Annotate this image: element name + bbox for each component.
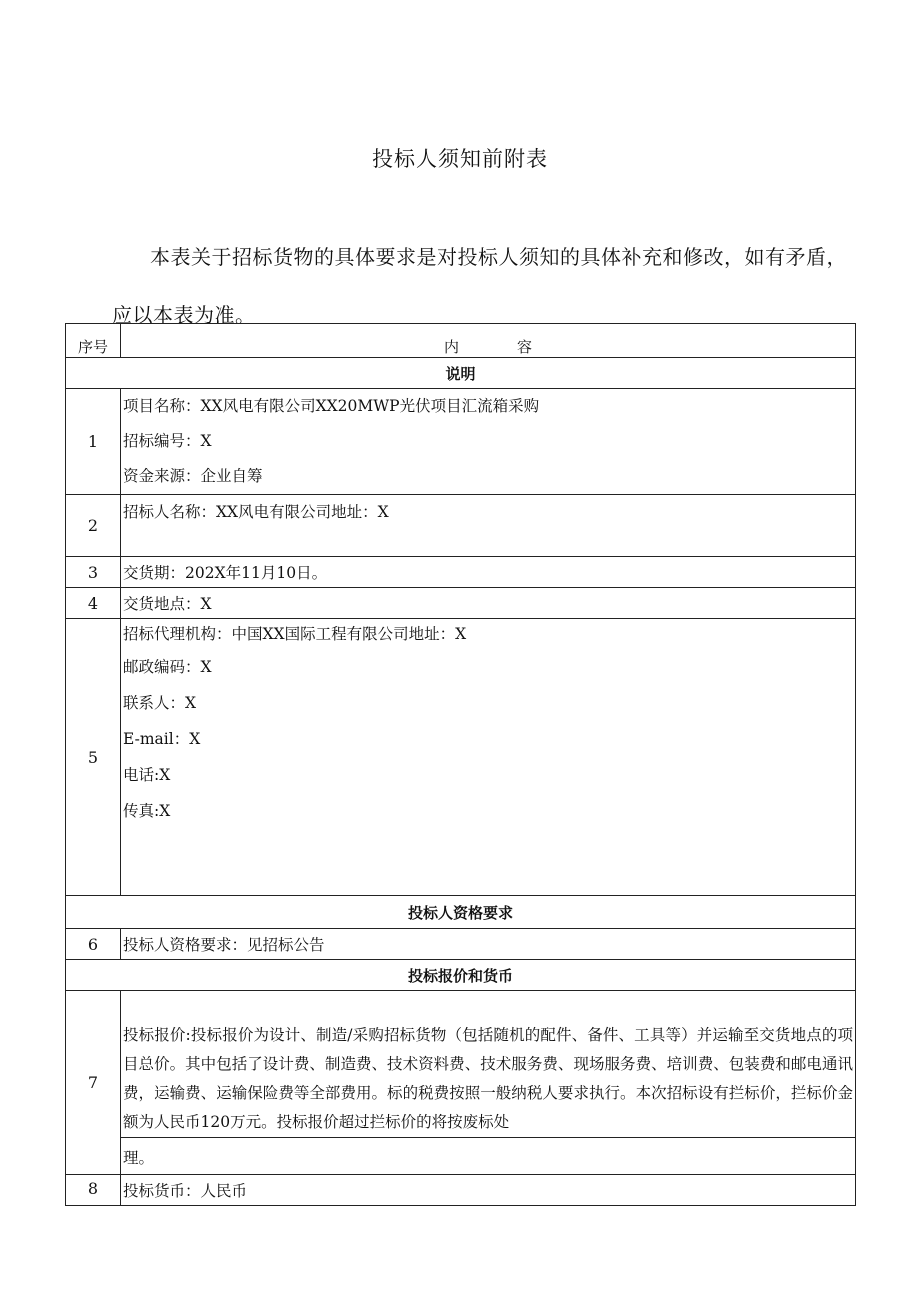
header-content-b: 容 <box>517 338 533 356</box>
row-content <box>121 495 856 557</box>
row-number: 8 <box>66 1175 121 1206</box>
section-description: 说明 <box>66 358 856 389</box>
section-quotation: 投标报价和货币 <box>66 960 856 991</box>
header-content-a: 内 <box>443 338 459 356</box>
section-row <box>66 358 856 389</box>
section-qualification: 投标人资格要求 <box>66 896 856 929</box>
row-number: 4 <box>66 588 121 619</box>
intro-paragraph: 本表关于招标货物的具体要求是对投标人须知的具体补充和修改，如有矛盾，应以本表为准。 <box>112 245 847 327</box>
row-content <box>121 389 856 495</box>
tender-number: 招标编号：X <box>123 432 212 450</box>
contact-person: 联系人：X <box>123 694 197 712</box>
table-row <box>66 588 856 619</box>
header-num: 序号 <box>66 324 121 358</box>
fund-source: 资金来源：企业自筹 <box>123 467 263 485</box>
tenderer-info: 招标人名称：XX风电有限公司地址：X <box>123 503 389 521</box>
table-row <box>66 929 856 960</box>
phone: 电话:X <box>123 766 171 784</box>
bid-info-table <box>65 323 856 1206</box>
row-number: 2 <box>66 495 121 557</box>
row-number: 7 <box>66 991 121 1175</box>
row-content <box>121 619 856 896</box>
fax: 传真:X <box>123 802 171 820</box>
postal-code: 邮政编码：X <box>123 658 212 676</box>
header-content <box>121 324 856 358</box>
row-number: 6 <box>66 929 121 960</box>
section-row <box>66 896 856 929</box>
row-content <box>121 1175 856 1206</box>
table-row <box>66 1175 856 1206</box>
bid-currency: 投标货币：人民币 <box>123 1182 248 1200</box>
table-row <box>66 389 856 495</box>
row-number: 3 <box>66 557 121 588</box>
table-row <box>66 991 856 1175</box>
quotation-paragraph: 投标报价:投标报价为设计、制造/采购招标货物（包括随机的配件、备件、工具等）并运输至交货地点的项目总价。其中包括了设计费、制造费、技术资料费、技术服务费、现场服务费、培训费、包装费和邮电通讯费，运输费、运输保险费等全部费用。标的税费按照一般纳税人要求执行。本次招标设有拦标价，拦标价金额为人民币120万元。投标报价超过拦标价的将按废标处 <box>123 1026 853 1131</box>
agency-info: 招标代理机构：中国XX国际工程有限公司地址：X <box>123 625 467 643</box>
email: E-mail：X <box>123 730 201 748</box>
section-row <box>66 960 856 991</box>
table-header-row <box>66 324 856 358</box>
page-title: 投标人须知前附表 <box>372 147 548 171</box>
row-number: 5 <box>66 619 121 896</box>
qualification-requirement: 投标人资格要求：见招标公告 <box>123 936 325 954</box>
table-row <box>66 495 856 557</box>
project-name: 项目名称：XX风电有限公司XX20MWP光伏项目汇流箱采购 <box>123 397 540 415</box>
row-content <box>121 991 856 1175</box>
row-content <box>121 588 856 619</box>
row-number: 1 <box>66 389 121 495</box>
row-content <box>121 557 856 588</box>
delivery-period: 交货期：202X年11月10日。 <box>123 564 328 582</box>
delivery-location: 交货地点：X <box>123 595 212 613</box>
table-row <box>66 619 856 896</box>
quotation-tail: 理。 <box>121 1137 855 1172</box>
table-row <box>66 557 856 588</box>
row-content <box>121 929 856 960</box>
